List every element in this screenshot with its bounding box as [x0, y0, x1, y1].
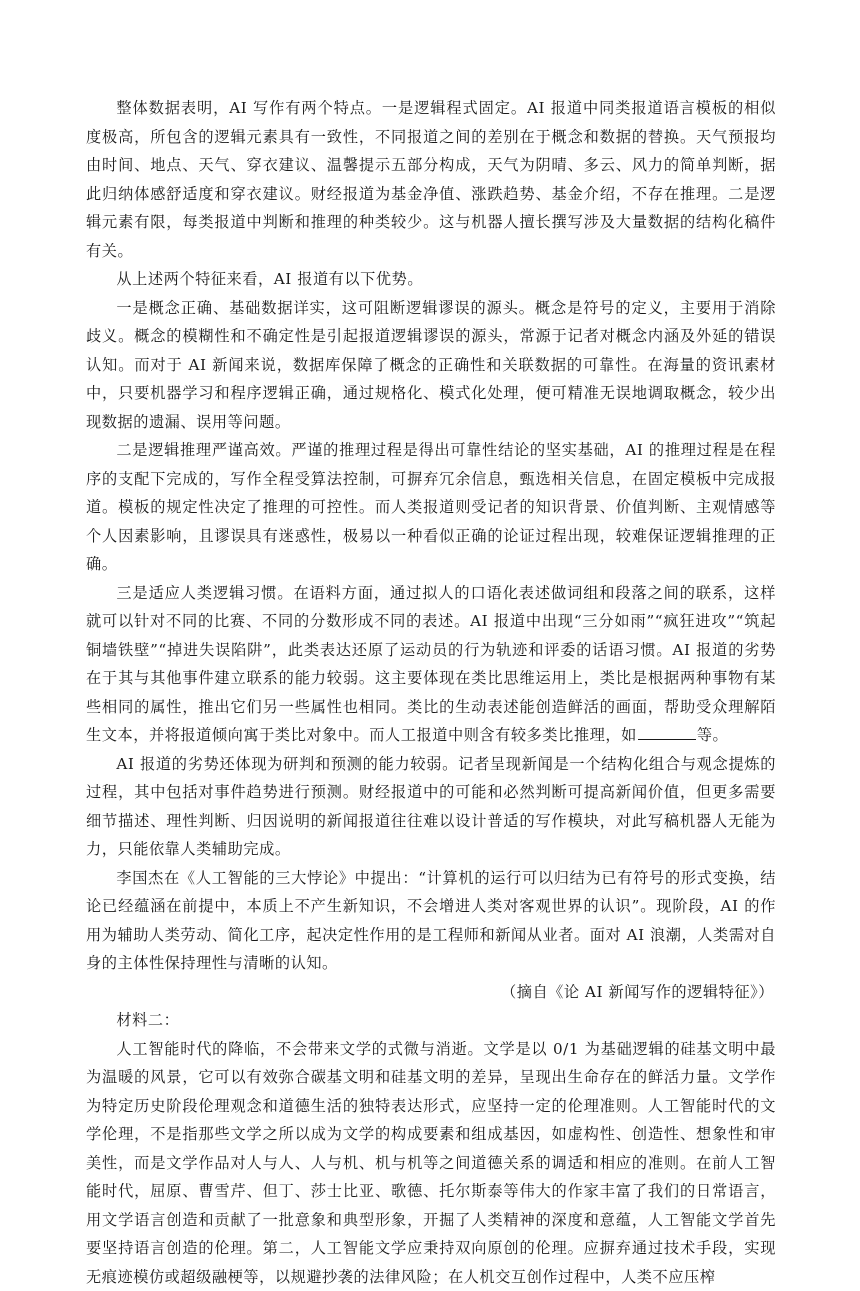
paragraph-li-guojie-quote: 李国杰在《人工智能的三大悖论》中提出：“计算机的运行可以归结为已有符号的形式变换，结论已经蕴涵在前提中，本质上不产生新知识，不会增进人类对客观世界的认识”。现阶段，AI 的作用为辅助人类劳动、简化工序，起决定性作用的是工程师和新闻从业者。面对 AI 浪潮，人类需对自身的主体性保持理性与清晰的认知。: [86, 864, 776, 978]
document-page: [86, 94, 776, 1291]
paragraph-literature-ethics: 人工智能时代的降临，不会带来文学的式微与消逝。文学是以 0/1 为基础逻辑的硅基文明中最为温暖的风景，它可以有效弥合碳基文明和硅基文明的差异，呈现出生命存在的鲜活力量。文学作为特定历史阶段伦理观念和道德生活的独特表达形式，应坚持一定的伦理准则。人工智能时代的文学伦理，不是指那些文学之所以成为文学的构成要素和组成基因，如虚构性、创造性、想象性和审美性，而是文学作品对人与人、人与机、机与机等之间道德关系的调适和相应的准则。在前人工智能时代，屈原、曹雪芹、但丁、莎士比亚、歌德、托尔斯泰等伟大的作家丰富了我们的日常语言，用文学语言创造和贡献了一批意象和典型形象，开掘了人类精神的深度和意蕴，人工智能文学首先要坚持语言创造的伦理。第二，人工智能文学应秉持双向原创的伦理。应摒弃通过技术手段，实现无痕迹模仿或超级融梗等，以规避抄袭的法律风险；在人机交互创作过程中，人类不应压榨: [86, 1035, 776, 1291]
paragraph-advantages-intro: 从上述两个特征来看，AI 报道有以下优势。: [86, 265, 776, 294]
material-two-label: 材料二：: [86, 1006, 776, 1035]
paragraph-concept-accuracy: 一是概念正确、基础数据详实，这可阻断逻辑谬误的源头。概念是符号的定义，主要用于消除歧义。概念的模糊性和不确定性是引起报道逻辑谬误的源头，常源于记者对概念内涵及外延的错误认知。而对于 AI 新闻来说，数据库保障了概念的正确性和关联数据的可靠性。在海量的资讯素材中，只要机器学习和程序逻辑正确，通过规格化、模式化处理，便可精准无误地调取概念，较少出现数据的遗漏、误用等问题。: [86, 294, 776, 437]
fill-in-blank: [638, 723, 696, 740]
paragraph-human-logic-habits: [86, 579, 776, 750]
paragraph-logical-reasoning: 二是逻辑推理严谨高效。严谨的推理过程是得出可靠性结论的坚实基础，AI 的推理过程是在程序的支配下完成的，写作全程受算法控制，可摒弃冗余信息，甄选相关信息，在固定模板中完成报道。模板的规定性决定了推理的可控性。而人类报道则受记者的知识背景、价值判断、主观情感等个人因素影响，且谬误具有迷惑性，极易以一种看似正确的论证过程出现，较难保证逻辑推理的正确。: [86, 436, 776, 579]
paragraph-prediction-weakness: AI 报道的劣势还体现为研判和预测的能力较弱。记者呈现新闻是一个结构化组合与观念提炼的过程，其中包括对事件趋势进行预测。财经报道中的可能和必然判断可提高新闻价值，但更多需要细节描述、理性判断、归因说明的新闻报道往往难以设计普适的写作模块，对此写稿机器人无能为力，只能依靠人类辅助完成。: [86, 750, 776, 864]
paragraph-ai-writing-features: 整体数据表明，AI 写作有两个特点。一是逻辑程式固定。AI 报道中同类报道语言模板的相似度极高，所包含的逻辑元素具有一致性，不同报道之间的差别在于概念和数据的替换。天气预报均由时间、地点、天气、穿衣建议、温馨提示五部分构成，天气为阴晴、多云、风力的简单判断，据此归纳体感舒适度和穿衣建议。财经报道为基金净值、涨跌趋势、基金介绍，不存在推理。二是逻辑元素有限，每类报道中判断和推理的种类较少。这与机器人擅长撰写涉及大量数据的结构化稿件有关。: [86, 94, 776, 265]
paragraph-human-logic-end: 等。: [697, 726, 728, 744]
paragraph-human-logic-text: 三是适应人类逻辑习惯。在语料方面，通过拟人的口语化表述做词组和段落之间的联系，这样就可以针对不同的比赛、不同的分数形成不同的表述。AI 报道中出现“三分如雨”“疯狂进攻”“筑起铜墙铁壁”“掉进失误陷阱”，此类表达还原了运动员的行为轨迹和评委的话语习惯。AI 报道的劣势在于其与其他事件建立联系的能力较弱。这主要体现在类比思维运用上，类比是根据两种事物有某些相同的属性，推出它们另一些属性也相同。类比的生动表述能创造鲜活的画面，帮助受众理解陌生文本，并将报道倾向寓于类比对象中。而人工报道中则含有较多类比推理，如: [86, 584, 776, 745]
source-citation: （摘自《论 AI 新闻写作的逻辑特征》）: [86, 978, 776, 1007]
